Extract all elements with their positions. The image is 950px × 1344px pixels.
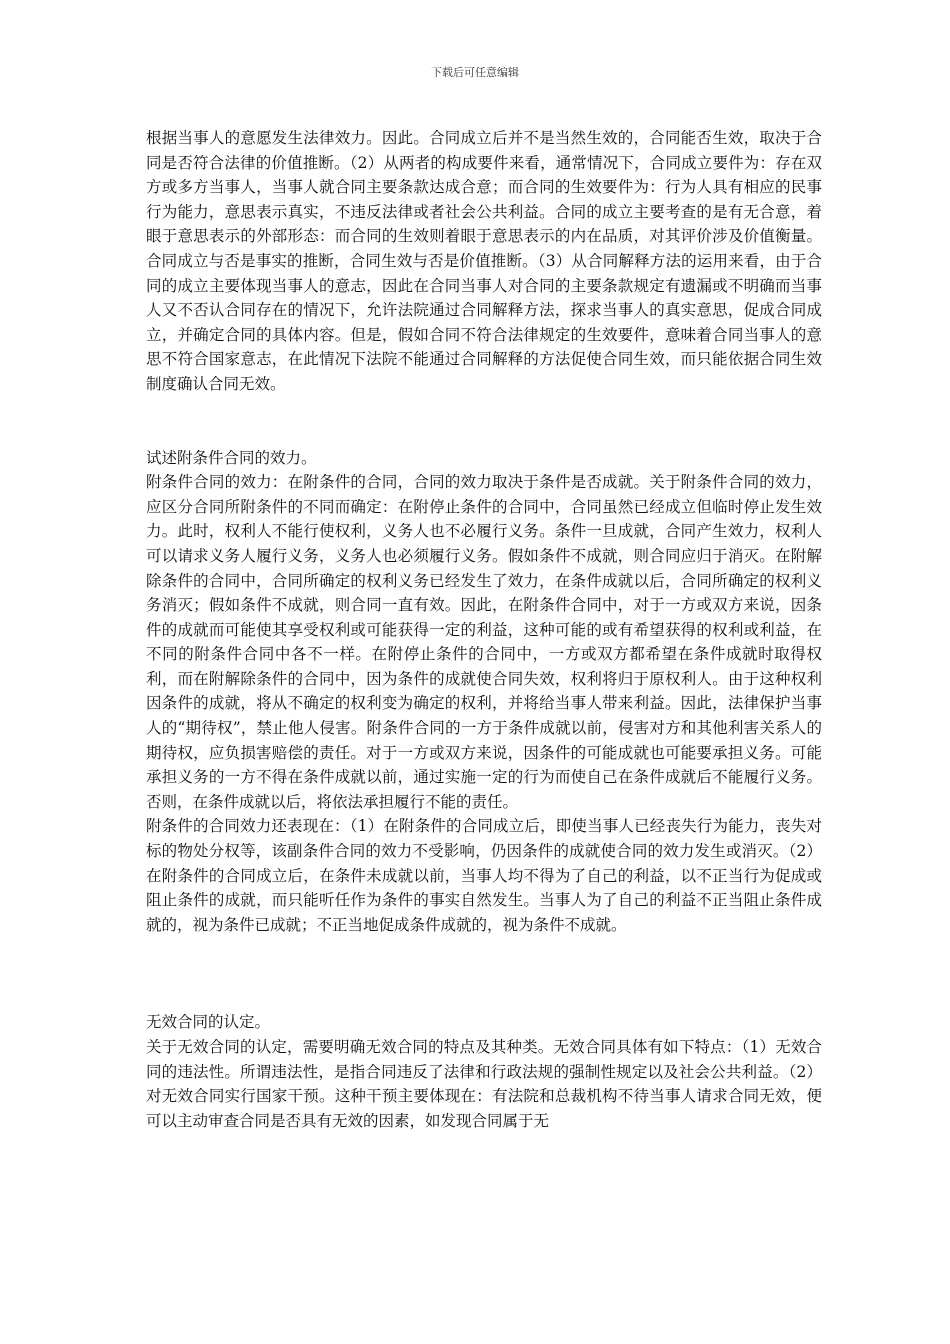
section1-paragraph: 根据当事人的意愿发生法律效力。因此。合同成立后并不是当然生效的，合同能否生效，取决于合同是否符合法律的价值推断。（2）从两者的构成要件来看，通常情况下，合同成立要件为：存在双方或多方当事人，当事人就合同主要条款达成合意；而合同的生效要件为：行为人具有相应的民事行为能力，意思表示真实，不违反法律或者社会公共利益。合同的成立主要考查的是有无合意，着眼于意思表示的外部形态：而合同的生效则着眼于意思表示的内在品质，对其评价涉及价值衡量。合同成立与否是事实的推断，合同生效与否是价值推断。（3）从合同解释方法的运用来看，由于合同的成立主要体现当事人的意志，因此在合同当事人对合同的主要条款规定有遗漏或不明确而当事人又不否认合同存在的情况下，允许法院通过合同解释方法，探求当事人的真实意思，促成合同成立，并确定合同的具体内容。但是，假如合同不符合法律规定的生效要件，意味着合同当事人的意思不符合国家意志，在此情况下法院不能通过合同解释的方法促使合同生效，而只能依据合同生效制度确认合同无效。: [146, 129, 822, 393]
section-spacer: [146, 397, 822, 446]
page-header: 下载后可任意编辑: [431, 66, 519, 79]
section2-title: 试述附条件合同的效力。: [146, 448, 317, 467]
section-spacer: [146, 937, 822, 1010]
section2-paragraph-2: 附条件的合同效力还表现在：（1）在附条件的合同成立后，即使当事人已经丧失行为能力，丧失对标的物处分权等，该副条件合同的效力不受影响，仍因条件的成就使合同的效力发生或消灭。（2）在附条件的合同成立后，在条件未成就以前，当事人均不得为了自己的利益，以不正当行为促成或阻止条件的成就，而只能听任作为条件的事实自然发生。当事人为了自己的利益不正当阻止条件成就的，视为条件已成就；不正当地促成条件成就的，视为条件不成就。: [146, 817, 822, 934]
section3-paragraph-1: 关于无效合同的认定，需要明确无效合同的特点及其种类。无效合同具体有如下特点：（1）无效合同的违法性。所谓违法性，是指合同违反了法律和行政法规的强制性规定以及社会公共利益。（2）对无效合同实行国家干预。这种干预主要体现在：有法院和总裁机构不待当事人请求合同无效，便可以主动审查合同是否具有无效的因素，如发现合同属于无: [146, 1038, 822, 1130]
section2-paragraph-1: 附条件合同的效力：在附条件的合同，合同的效力取决于条件是否成就。关于附条件合同的效力，应区分合同所附条件的不同而确定：在附停止条件的合同中，合同虽然已经成立但临时停止发生效力。此时，权利人不能行使权利，义务人也不必履行义务。条件一旦成就，合同产生效力，权利人可以请求义务人履行义务，义务人也必须履行义务。假如条件不成就，则合同应归于消灭。在附解除条件的合同中，合同所确定的权利义务已经发生了效力，在条件成就以后，合同所确定的权利义务消灭；假如条件不成就，则合同一直有效。因此，在附条件合同中，对于一方或双方来说，因条件的成就而可能使其享受权利或可能获得一定的利益，这种可能的或有希望获得的权利或利益，在不同的附条件合同中各不一样。在附停止条件的合同中，一方或双方都希望在条件成就时取得权利，而在附解除条件的合同中，因为条件的成就使合同失效，权利将归于原权利人。由于这种权利因条件的成就，将从不确定的权利变为确定的权利，并将给当事人带来利益。因此，法律保护当事人的“期待权”，禁止他人侵害。附条件合同的一方于条件成就以前，侵害对方和其他利害关系人的期待权，应负损害赔偿的责任。对于一方或双方来说，因条件的可能成就也可能要承担义务。可能承担义务的一方不得在条件成就以前，通过实施一定的行为而使自己在条件成就后不能履行义务。否则，在条件成就以后，将依法承担履行不能的责任。: [146, 473, 822, 811]
document-body: [146, 126, 822, 1133]
section3-title: 无效合同的认定。: [146, 1013, 271, 1032]
